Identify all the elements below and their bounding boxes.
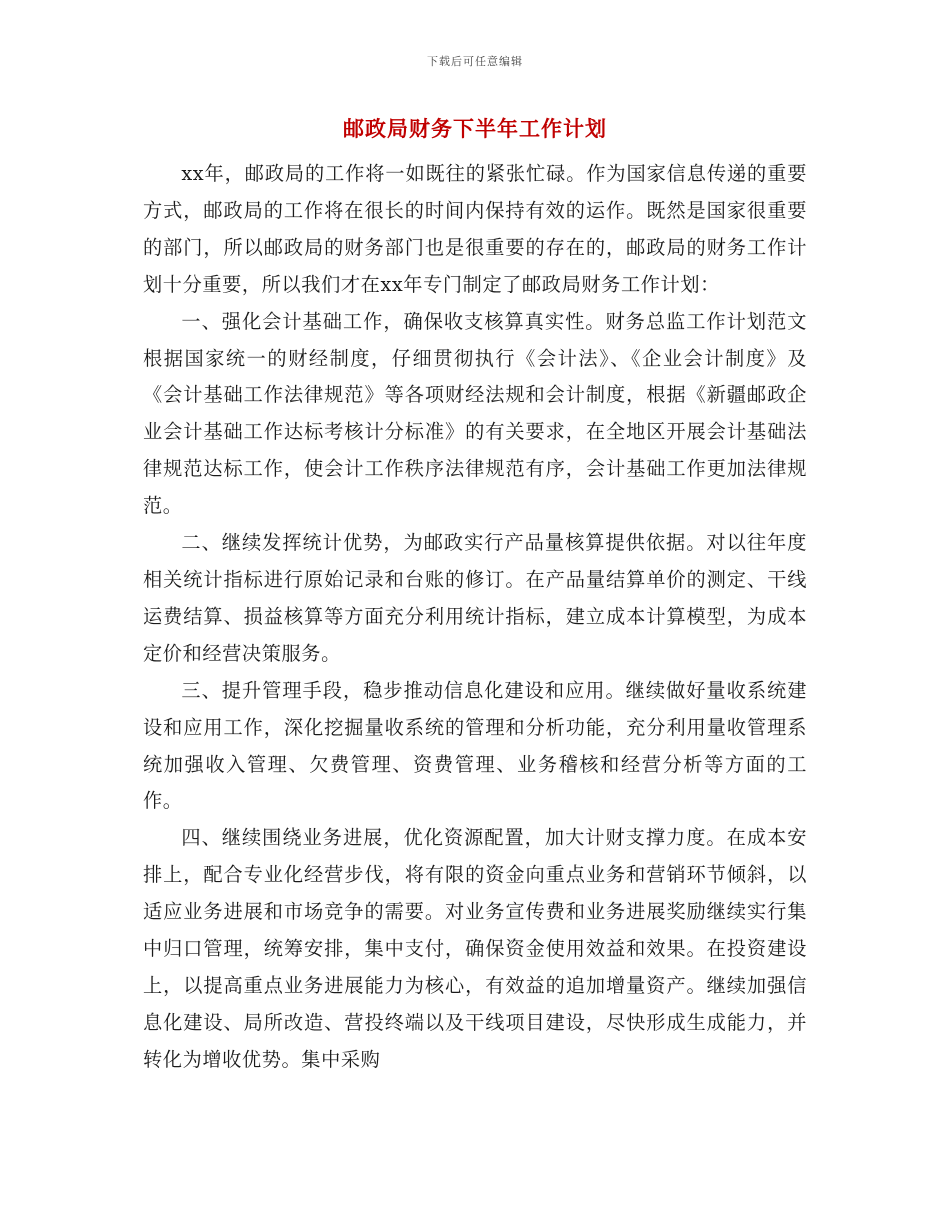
paragraph-section-1: 一、强化会计基础工作，确保收支核算真实性。财务总监工作计划范文根据国家统一的财经制度，仔细贯彻执行《会计法》、《企业会计制度》及《会计基础工作法律规范》等各项财经法规和会计制度，根据《新疆邮政企业会计基础工作达标考核计分标准》的有关要求，在全地区开展会计基础法律规范达标工作，使会计工作秩序法律规范有序，会计基础工作更加法律规范。	[143, 309, 807, 518]
paragraph-section-4: 四、继续围绕业务进展，优化资源配置，加大计财支撑力度。在成本安排上，配合专业化经营步伐，将有限的资金向重点业务和营销环节倾斜，以适应业务进展和市场竞争的需要。对业务宣传费和业务进展奖励继续实行集中归口管理，统筹安排，集中支付，确保资金使用效益和效果。在投资建设上，以提高重点业务进展能力为核心，有效益的追加增量资产。继续加强信息化建设、局所改造、营投终端以及干线项目建设，尽快形成生成能力，并转化为增收优势。集中采购	[143, 826, 807, 1071]
document-title: 邮政局财务下半年工作计划	[343, 116, 607, 141]
header-note: 下载后可任意编辑	[427, 55, 523, 68]
paragraph-section-3: 三、提升管理手段，稳步推动信息化建设和应用。继续做好量收系统建设和应用工作，深化挖掘量收系统的管理和分析功能，充分利用量收管理系统加强收入管理、欠费管理、资费管理、业务稽核和经营分析等方面的工作。	[143, 678, 807, 813]
paragraph-intro: xx年，邮政局的工作将一如既往的紧张忙碌。作为国家信息传递的重要方式，邮政局的工作将在很长的时间内保持有效的运作。既然是国家很重要的部门，所以邮政局的财务部门也是很重要的存在的，邮政局的财务工作计划十分重要，所以我们才在xx年专门制定了邮政局财务工作计划：	[143, 162, 807, 296]
document-body	[143, 156, 807, 1079]
paragraph-section-2: 二、继续发挥统计优势，为邮政实行产品量核算提供依据。对以往年度相关统计指标进行原始记录和台账的修订。在产品量结算单价的测定、干线运费结算、损益核算等方面充分利用统计指标，建立成本计算模型，为成本定价和经营决策服务。	[143, 531, 807, 665]
